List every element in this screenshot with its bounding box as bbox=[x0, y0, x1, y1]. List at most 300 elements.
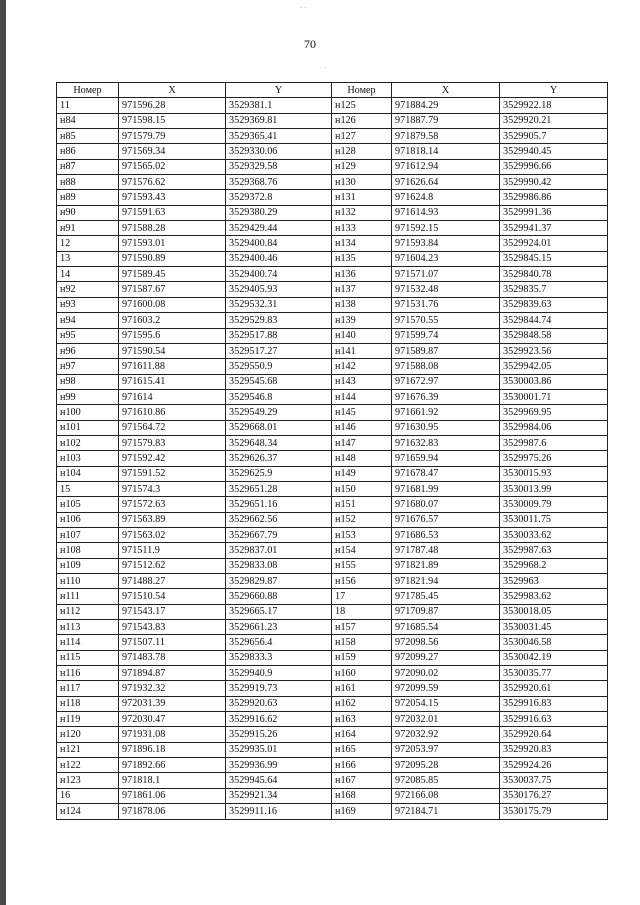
x-coordinate-cell: 971678.47 bbox=[392, 466, 500, 481]
point-number-cell: н116 bbox=[57, 666, 119, 681]
y-coordinate-cell: 3529661.23 bbox=[226, 620, 332, 635]
table-row bbox=[57, 205, 608, 220]
y-coordinate-cell: 3529924.26 bbox=[500, 758, 608, 773]
point-number-cell: н93 bbox=[57, 297, 119, 312]
y-coordinate-cell: 3529969.95 bbox=[500, 405, 608, 420]
point-number-cell: н102 bbox=[57, 435, 119, 450]
x-coordinate-cell: 971680.07 bbox=[392, 497, 500, 512]
point-number-cell: н101 bbox=[57, 420, 119, 435]
x-coordinate-cell: 971932.32 bbox=[119, 681, 226, 696]
x-coordinate-cell: 971884.29 bbox=[392, 98, 500, 113]
point-number-cell: н128 bbox=[332, 144, 392, 159]
point-number-cell: н138 bbox=[332, 297, 392, 312]
point-number-cell: 18 bbox=[332, 604, 392, 619]
point-number-cell: н104 bbox=[57, 466, 119, 481]
point-number-cell: н123 bbox=[57, 773, 119, 788]
point-number-cell: н115 bbox=[57, 650, 119, 665]
y-coordinate-cell: 3530033.62 bbox=[500, 527, 608, 542]
table-header-row bbox=[57, 83, 608, 98]
binding-edge bbox=[0, 0, 6, 905]
point-number-cell: н125 bbox=[332, 98, 392, 113]
y-coordinate-cell: 3530018.05 bbox=[500, 604, 608, 619]
x-coordinate-cell: 972054.15 bbox=[392, 696, 500, 711]
x-coordinate-cell: 971624.8 bbox=[392, 190, 500, 205]
point-number-cell: 12 bbox=[57, 236, 119, 251]
y-coordinate-cell: 3529990.42 bbox=[500, 175, 608, 190]
y-coordinate-cell: 3529517.88 bbox=[226, 328, 332, 343]
point-number-cell: н165 bbox=[332, 742, 392, 757]
x-coordinate-cell: 971569.34 bbox=[119, 144, 226, 159]
x-coordinate-cell: 971630.95 bbox=[392, 420, 500, 435]
point-number-cell: н133 bbox=[332, 221, 392, 236]
point-number-cell: н88 bbox=[57, 175, 119, 190]
table-row bbox=[57, 497, 608, 512]
point-number-cell: н86 bbox=[57, 144, 119, 159]
point-number-cell: н136 bbox=[332, 267, 392, 282]
y-coordinate-cell: 3529940.45 bbox=[500, 144, 608, 159]
x-coordinate-cell: 971685.54 bbox=[392, 620, 500, 635]
x-coordinate-cell: 971488.27 bbox=[119, 574, 226, 589]
table-row bbox=[57, 804, 608, 819]
x-coordinate-cell: 971564.72 bbox=[119, 420, 226, 435]
point-number-cell: н149 bbox=[332, 466, 392, 481]
x-coordinate-cell: 971592.42 bbox=[119, 451, 226, 466]
table-row bbox=[57, 589, 608, 604]
x-coordinate-cell: 971931.08 bbox=[119, 727, 226, 742]
table-row bbox=[57, 543, 608, 558]
x-coordinate-cell: 971576.62 bbox=[119, 175, 226, 190]
point-number-cell: н157 bbox=[332, 620, 392, 635]
point-number-cell: н90 bbox=[57, 205, 119, 220]
y-coordinate-cell: 3529916.63 bbox=[500, 712, 608, 727]
x-coordinate-cell: 972085.85 bbox=[392, 773, 500, 788]
x-coordinate-cell: 971861.06 bbox=[119, 788, 226, 803]
point-number-cell: н150 bbox=[332, 481, 392, 496]
point-number-cell: н166 bbox=[332, 758, 392, 773]
point-number-cell: н91 bbox=[57, 221, 119, 236]
column-header-number: Номер bbox=[332, 83, 392, 98]
point-number-cell: н158 bbox=[332, 635, 392, 650]
table-row bbox=[57, 712, 608, 727]
point-number-cell: н98 bbox=[57, 374, 119, 389]
y-coordinate-cell: 3529840.78 bbox=[500, 267, 608, 282]
point-number-cell: н167 bbox=[332, 773, 392, 788]
x-coordinate-cell: 972031.39 bbox=[119, 696, 226, 711]
y-coordinate-cell: 3529833.3 bbox=[226, 650, 332, 665]
table-row bbox=[57, 405, 608, 420]
y-coordinate-cell: 3529920.61 bbox=[500, 681, 608, 696]
y-coordinate-cell: 3529369.81 bbox=[226, 113, 332, 128]
table-row bbox=[57, 635, 608, 650]
x-coordinate-cell: 971887.79 bbox=[392, 113, 500, 128]
x-coordinate-cell: 971588.28 bbox=[119, 221, 226, 236]
column-header-y: Y bbox=[226, 83, 332, 98]
y-coordinate-cell: 3530031.45 bbox=[500, 620, 608, 635]
y-coordinate-cell: 3530001.71 bbox=[500, 389, 608, 404]
y-coordinate-cell: 3530046.58 bbox=[500, 635, 608, 650]
point-number-cell: н89 bbox=[57, 190, 119, 205]
point-number-cell: н137 bbox=[332, 282, 392, 297]
x-coordinate-cell: 971510.54 bbox=[119, 589, 226, 604]
y-coordinate-cell: 3529916.62 bbox=[226, 712, 332, 727]
x-coordinate-cell: 971579.83 bbox=[119, 435, 226, 450]
y-coordinate-cell: 3529400.84 bbox=[226, 236, 332, 251]
table-row bbox=[57, 420, 608, 435]
point-number-cell: н127 bbox=[332, 129, 392, 144]
y-coordinate-cell: 3529968.2 bbox=[500, 558, 608, 573]
x-coordinate-cell: 971681.99 bbox=[392, 481, 500, 496]
x-coordinate-cell: 971591.63 bbox=[119, 205, 226, 220]
point-number-cell: н111 bbox=[57, 589, 119, 604]
point-number-cell: н130 bbox=[332, 175, 392, 190]
y-coordinate-cell: 3529835.7 bbox=[500, 282, 608, 297]
y-coordinate-cell: 3529923.56 bbox=[500, 343, 608, 358]
point-number-cell: н142 bbox=[332, 359, 392, 374]
point-number-cell: н132 bbox=[332, 205, 392, 220]
table-row bbox=[57, 650, 608, 665]
column-header-y: Y bbox=[500, 83, 608, 98]
y-coordinate-cell: 3529936.99 bbox=[226, 758, 332, 773]
point-number-cell: н85 bbox=[57, 129, 119, 144]
y-coordinate-cell: 3529915.26 bbox=[226, 727, 332, 742]
point-number-cell: н164 bbox=[332, 727, 392, 742]
table-row bbox=[57, 343, 608, 358]
y-coordinate-cell: 3529648.34 bbox=[226, 435, 332, 450]
table-row bbox=[57, 374, 608, 389]
y-coordinate-cell: 3529920.21 bbox=[500, 113, 608, 128]
point-number-cell: н117 bbox=[57, 681, 119, 696]
x-coordinate-cell: 971593.84 bbox=[392, 236, 500, 251]
point-number-cell: н99 bbox=[57, 389, 119, 404]
x-coordinate-cell: 971615.41 bbox=[119, 374, 226, 389]
table-row bbox=[57, 190, 608, 205]
table-row bbox=[57, 328, 608, 343]
y-coordinate-cell: 3529935.01 bbox=[226, 742, 332, 757]
y-coordinate-cell: 3530175.79 bbox=[500, 804, 608, 819]
point-number-cell: н103 bbox=[57, 451, 119, 466]
y-coordinate-cell: 3529625.9 bbox=[226, 466, 332, 481]
point-number-cell: н153 bbox=[332, 527, 392, 542]
point-number-cell: н140 bbox=[332, 328, 392, 343]
y-coordinate-cell: 3529549.29 bbox=[226, 405, 332, 420]
table-row bbox=[57, 466, 608, 481]
y-coordinate-cell: 3529983.62 bbox=[500, 589, 608, 604]
x-coordinate-cell: 971672.97 bbox=[392, 374, 500, 389]
point-number-cell: н107 bbox=[57, 527, 119, 542]
x-coordinate-cell: 971894.87 bbox=[119, 666, 226, 681]
x-coordinate-cell: 971574.3 bbox=[119, 481, 226, 496]
y-coordinate-cell: 3529546.8 bbox=[226, 389, 332, 404]
point-number-cell: н106 bbox=[57, 512, 119, 527]
point-number-cell: н141 bbox=[332, 343, 392, 358]
x-coordinate-cell: 972166.08 bbox=[392, 788, 500, 803]
point-number-cell: н152 bbox=[332, 512, 392, 527]
point-number-cell: 16 bbox=[57, 788, 119, 803]
y-coordinate-cell: 3529945.64 bbox=[226, 773, 332, 788]
y-coordinate-cell: 3529372.8 bbox=[226, 190, 332, 205]
point-number-cell: н156 bbox=[332, 574, 392, 589]
y-coordinate-cell: 3529837.01 bbox=[226, 543, 332, 558]
y-coordinate-cell: 3529839.63 bbox=[500, 297, 608, 312]
table-row bbox=[57, 359, 608, 374]
x-coordinate-cell: 972095.28 bbox=[392, 758, 500, 773]
x-coordinate-cell: 971563.89 bbox=[119, 512, 226, 527]
point-number-cell: н100 bbox=[57, 405, 119, 420]
table-row bbox=[57, 666, 608, 681]
x-coordinate-cell: 971818.1 bbox=[119, 773, 226, 788]
y-coordinate-cell: 3530015.93 bbox=[500, 466, 608, 481]
point-number-cell: н159 bbox=[332, 650, 392, 665]
table-row bbox=[57, 604, 608, 619]
y-coordinate-cell: 3529922.18 bbox=[500, 98, 608, 113]
point-number-cell: н120 bbox=[57, 727, 119, 742]
x-coordinate-cell: 971587.67 bbox=[119, 282, 226, 297]
table-row bbox=[57, 574, 608, 589]
x-coordinate-cell: 971590.54 bbox=[119, 343, 226, 358]
x-coordinate-cell: 971610.86 bbox=[119, 405, 226, 420]
point-number-cell: н144 bbox=[332, 389, 392, 404]
x-coordinate-cell: 971896.18 bbox=[119, 742, 226, 757]
point-number-cell: н84 bbox=[57, 113, 119, 128]
x-coordinate-cell: 971614.93 bbox=[392, 205, 500, 220]
y-coordinate-cell: 3529517.27 bbox=[226, 343, 332, 358]
x-coordinate-cell: 971676.39 bbox=[392, 389, 500, 404]
x-coordinate-cell: 971787.48 bbox=[392, 543, 500, 558]
y-coordinate-cell: 3529986.86 bbox=[500, 190, 608, 205]
x-coordinate-cell: 971603.2 bbox=[119, 313, 226, 328]
table-row bbox=[57, 696, 608, 711]
x-coordinate-cell: 971676.57 bbox=[392, 512, 500, 527]
table-row bbox=[57, 267, 608, 282]
point-number-cell: н151 bbox=[332, 497, 392, 512]
table-row bbox=[57, 773, 608, 788]
y-coordinate-cell: 3529987.63 bbox=[500, 543, 608, 558]
y-coordinate-cell: 3529405.93 bbox=[226, 282, 332, 297]
point-number-cell: н160 bbox=[332, 666, 392, 681]
point-number-cell: н124 bbox=[57, 804, 119, 819]
y-coordinate-cell: 3529656.4 bbox=[226, 635, 332, 650]
point-number-cell: н95 bbox=[57, 328, 119, 343]
x-coordinate-cell: 971604.23 bbox=[392, 251, 500, 266]
y-coordinate-cell: 3530013.99 bbox=[500, 481, 608, 496]
point-number-cell: н97 bbox=[57, 359, 119, 374]
x-coordinate-cell: 971563.02 bbox=[119, 527, 226, 542]
point-number-cell: н92 bbox=[57, 282, 119, 297]
point-number-cell: н114 bbox=[57, 635, 119, 650]
y-coordinate-cell: 3529845.15 bbox=[500, 251, 608, 266]
scan-speck: · · bbox=[320, 64, 327, 72]
x-coordinate-cell: 972099.27 bbox=[392, 650, 500, 665]
y-coordinate-cell: 3529626.37 bbox=[226, 451, 332, 466]
point-number-cell: н163 bbox=[332, 712, 392, 727]
x-coordinate-cell: 971572.63 bbox=[119, 497, 226, 512]
y-coordinate-cell: 3530035.77 bbox=[500, 666, 608, 681]
y-coordinate-cell: 3529651.28 bbox=[226, 481, 332, 496]
y-coordinate-cell: 3530176.27 bbox=[500, 788, 608, 803]
point-number-cell: н105 bbox=[57, 497, 119, 512]
table-row bbox=[57, 236, 608, 251]
y-coordinate-cell: 3529667.79 bbox=[226, 527, 332, 542]
point-number-cell: н121 bbox=[57, 742, 119, 757]
x-coordinate-cell: 971483.78 bbox=[119, 650, 226, 665]
y-coordinate-cell: 3529368.76 bbox=[226, 175, 332, 190]
point-number-cell: н87 bbox=[57, 159, 119, 174]
point-number-cell: н108 bbox=[57, 543, 119, 558]
x-coordinate-cell: 971571.07 bbox=[392, 267, 500, 282]
x-coordinate-cell: 971626.64 bbox=[392, 175, 500, 190]
y-coordinate-cell: 3529905.7 bbox=[500, 129, 608, 144]
y-coordinate-cell: 3529975.26 bbox=[500, 451, 608, 466]
point-number-cell: 17 bbox=[332, 589, 392, 604]
table-row bbox=[57, 175, 608, 190]
point-number-cell: н147 bbox=[332, 435, 392, 450]
y-coordinate-cell: 3529920.64 bbox=[500, 727, 608, 742]
table-row bbox=[57, 512, 608, 527]
table-row bbox=[57, 435, 608, 450]
y-coordinate-cell: 3530011.75 bbox=[500, 512, 608, 527]
point-number-cell: н109 bbox=[57, 558, 119, 573]
table-row bbox=[57, 727, 608, 742]
x-coordinate-cell: 971659.94 bbox=[392, 451, 500, 466]
y-coordinate-cell: 3529545.68 bbox=[226, 374, 332, 389]
x-coordinate-cell: 971590.89 bbox=[119, 251, 226, 266]
x-coordinate-cell: 971821.94 bbox=[392, 574, 500, 589]
point-number-cell: н119 bbox=[57, 712, 119, 727]
x-coordinate-cell: 972053.97 bbox=[392, 742, 500, 757]
y-coordinate-cell: 3529380.29 bbox=[226, 205, 332, 220]
y-coordinate-cell: 3529987.6 bbox=[500, 435, 608, 450]
y-coordinate-cell: 3530037.75 bbox=[500, 773, 608, 788]
point-number-cell: н162 bbox=[332, 696, 392, 711]
y-coordinate-cell: 3529911.16 bbox=[226, 804, 332, 819]
x-coordinate-cell: 972090.02 bbox=[392, 666, 500, 681]
x-coordinate-cell: 972032.01 bbox=[392, 712, 500, 727]
x-coordinate-cell: 971543.83 bbox=[119, 620, 226, 635]
x-coordinate-cell: 972099.59 bbox=[392, 681, 500, 696]
table-row bbox=[57, 527, 608, 542]
y-coordinate-cell: 3529400.74 bbox=[226, 267, 332, 282]
x-coordinate-cell: 971612.94 bbox=[392, 159, 500, 174]
y-coordinate-cell: 3529941.37 bbox=[500, 221, 608, 236]
y-coordinate-cell: 3529921.34 bbox=[226, 788, 332, 803]
x-coordinate-cell: 971879.58 bbox=[392, 129, 500, 144]
x-coordinate-cell: 971543.17 bbox=[119, 604, 226, 619]
y-coordinate-cell: 3529651.16 bbox=[226, 497, 332, 512]
x-coordinate-cell: 971785.45 bbox=[392, 589, 500, 604]
table-body bbox=[57, 98, 608, 819]
point-number-cell: 13 bbox=[57, 251, 119, 266]
x-coordinate-cell: 971532.48 bbox=[392, 282, 500, 297]
page-number: 70 bbox=[304, 37, 316, 51]
table-row bbox=[57, 144, 608, 159]
y-coordinate-cell: 3529550.9 bbox=[226, 359, 332, 374]
point-number-cell: н129 bbox=[332, 159, 392, 174]
table-row bbox=[57, 159, 608, 174]
point-number-cell: н113 bbox=[57, 620, 119, 635]
table-row bbox=[57, 620, 608, 635]
table-row bbox=[57, 251, 608, 266]
point-number-cell: 11 bbox=[57, 98, 119, 113]
x-coordinate-cell: 971591.52 bbox=[119, 466, 226, 481]
point-number-cell: н145 bbox=[332, 405, 392, 420]
x-coordinate-cell: 971598.15 bbox=[119, 113, 226, 128]
coordinates-table bbox=[56, 82, 608, 820]
column-header-number: Номер bbox=[57, 83, 119, 98]
point-number-cell: 15 bbox=[57, 481, 119, 496]
y-coordinate-cell: 3529848.58 bbox=[500, 328, 608, 343]
point-number-cell: н110 bbox=[57, 574, 119, 589]
y-coordinate-cell: 3529833.08 bbox=[226, 558, 332, 573]
point-number-cell: н135 bbox=[332, 251, 392, 266]
table-row bbox=[57, 481, 608, 496]
x-coordinate-cell: 971588.08 bbox=[392, 359, 500, 374]
x-coordinate-cell: 971661.92 bbox=[392, 405, 500, 420]
table-row bbox=[57, 297, 608, 312]
y-coordinate-cell: 3529529.83 bbox=[226, 313, 332, 328]
point-number-cell: н122 bbox=[57, 758, 119, 773]
table-row bbox=[57, 313, 608, 328]
table-row bbox=[57, 129, 608, 144]
y-coordinate-cell: 3529844.74 bbox=[500, 313, 608, 328]
x-coordinate-cell: 972032.92 bbox=[392, 727, 500, 742]
y-coordinate-cell: 3530003.86 bbox=[500, 374, 608, 389]
y-coordinate-cell: 3529665.17 bbox=[226, 604, 332, 619]
point-number-cell: н146 bbox=[332, 420, 392, 435]
y-coordinate-cell: 3529381.1 bbox=[226, 98, 332, 113]
table-row bbox=[57, 742, 608, 757]
table-row bbox=[57, 788, 608, 803]
point-number-cell: н112 bbox=[57, 604, 119, 619]
x-coordinate-cell: 971589.45 bbox=[119, 267, 226, 282]
table-row bbox=[57, 221, 608, 236]
y-coordinate-cell: 3529919.73 bbox=[226, 681, 332, 696]
y-coordinate-cell: 3529920.63 bbox=[226, 696, 332, 711]
y-coordinate-cell: 3529429.44 bbox=[226, 221, 332, 236]
y-coordinate-cell: 3530009.79 bbox=[500, 497, 608, 512]
table-row bbox=[57, 451, 608, 466]
x-coordinate-cell: 971632.83 bbox=[392, 435, 500, 450]
point-number-cell: н169 bbox=[332, 804, 392, 819]
y-coordinate-cell: 3529660.88 bbox=[226, 589, 332, 604]
table-row bbox=[57, 389, 608, 404]
scan-speck: · · bbox=[300, 4, 307, 12]
point-number-cell: н154 bbox=[332, 543, 392, 558]
x-coordinate-cell: 971593.01 bbox=[119, 236, 226, 251]
point-number-cell: н134 bbox=[332, 236, 392, 251]
x-coordinate-cell: 972098.56 bbox=[392, 635, 500, 650]
x-coordinate-cell: 971599.74 bbox=[392, 328, 500, 343]
point-number-cell: н131 bbox=[332, 190, 392, 205]
y-coordinate-cell: 3530042.19 bbox=[500, 650, 608, 665]
column-header-x: X bbox=[119, 83, 226, 98]
point-number-cell: н143 bbox=[332, 374, 392, 389]
x-coordinate-cell: 971596.28 bbox=[119, 98, 226, 113]
x-coordinate-cell: 971589.87 bbox=[392, 343, 500, 358]
y-coordinate-cell: 3529365.41 bbox=[226, 129, 332, 144]
y-coordinate-cell: 3529940.9 bbox=[226, 666, 332, 681]
y-coordinate-cell: 3529916.83 bbox=[500, 696, 608, 711]
point-number-cell: н155 bbox=[332, 558, 392, 573]
y-coordinate-cell: 3529984.06 bbox=[500, 420, 608, 435]
y-coordinate-cell: 3529330.06 bbox=[226, 144, 332, 159]
table-row bbox=[57, 681, 608, 696]
point-number-cell: н126 bbox=[332, 113, 392, 128]
y-coordinate-cell: 3529996.66 bbox=[500, 159, 608, 174]
x-coordinate-cell: 971821.89 bbox=[392, 558, 500, 573]
x-coordinate-cell: 972184.71 bbox=[392, 804, 500, 819]
x-coordinate-cell: 971531.76 bbox=[392, 297, 500, 312]
x-coordinate-cell: 971507.11 bbox=[119, 635, 226, 650]
